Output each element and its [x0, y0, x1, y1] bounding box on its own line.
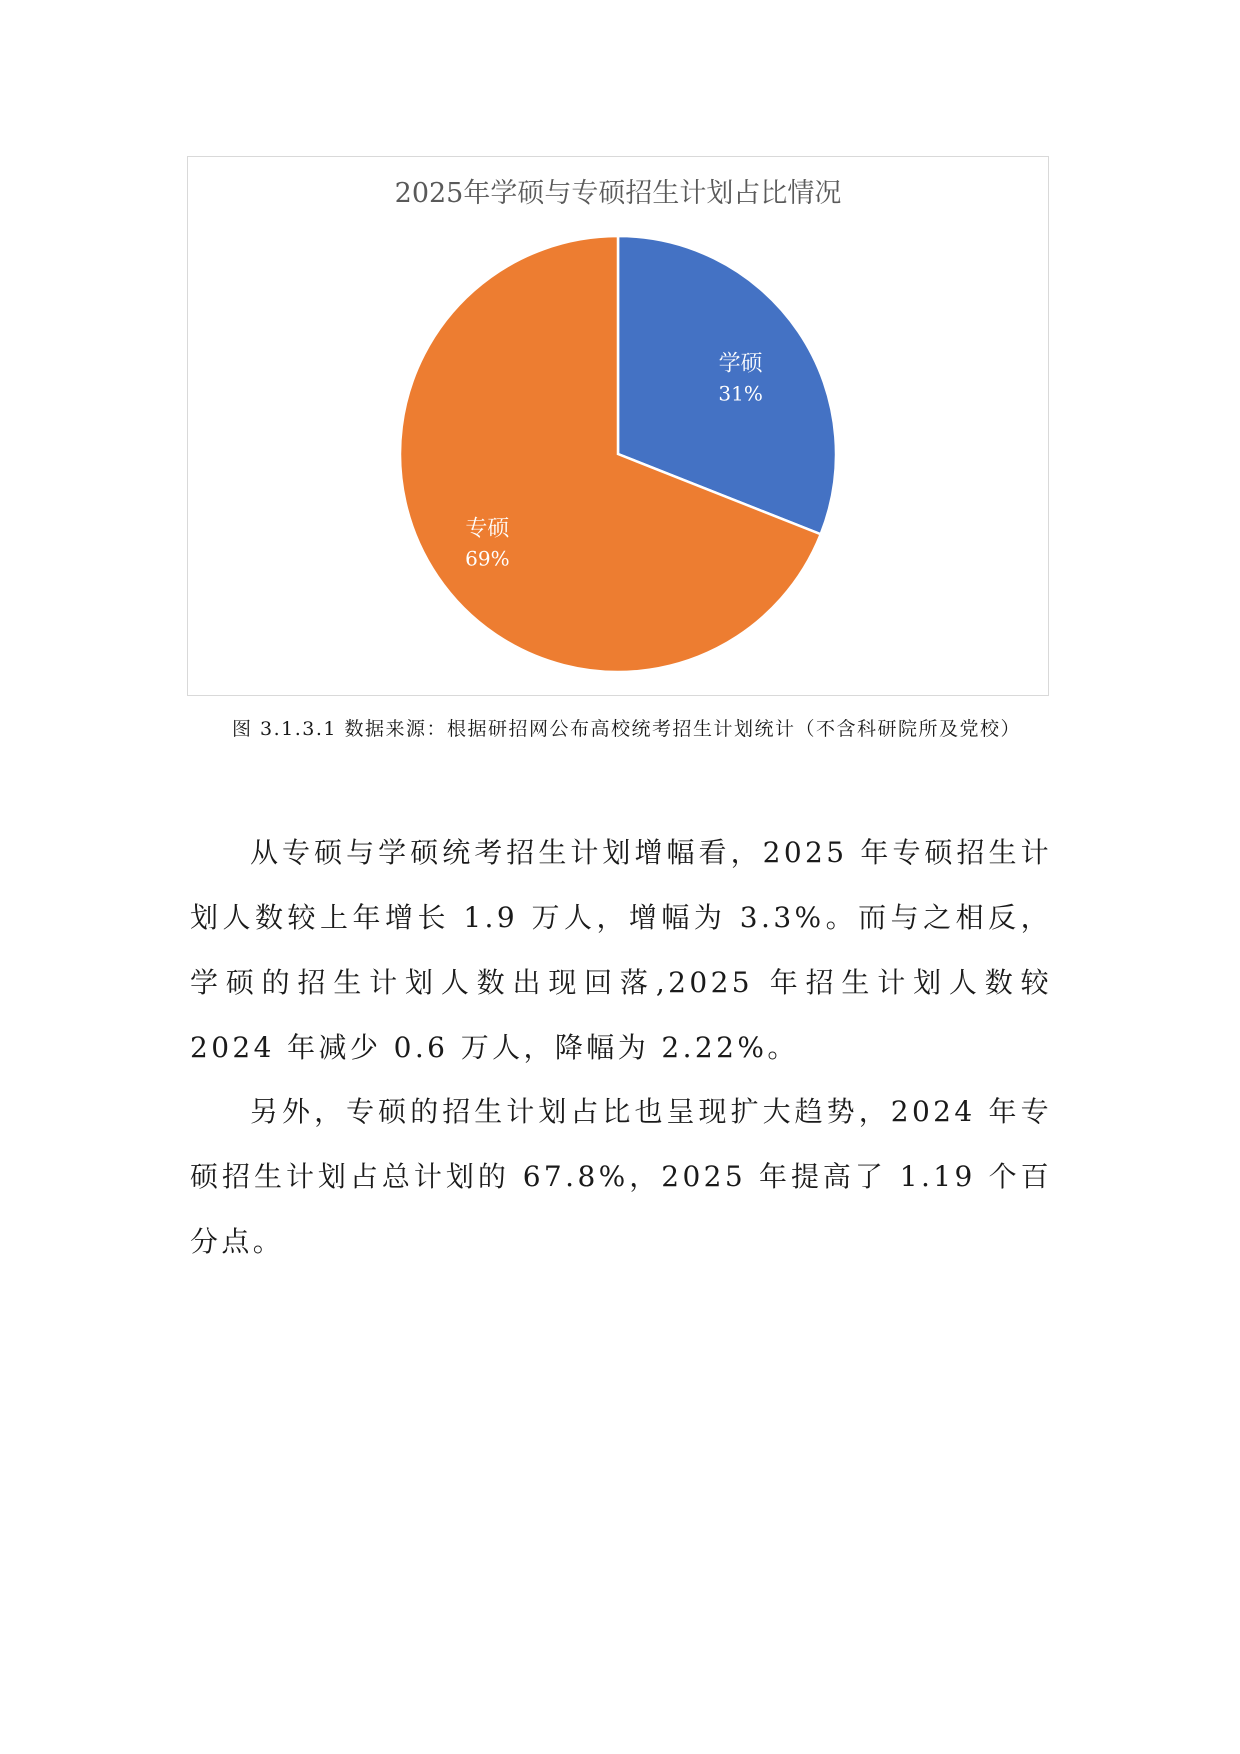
pie-chart-container [187, 156, 1049, 696]
paragraph-share-trend: 另外，专硕的招生计划占比也呈现扩大趋势，2024 年专硕招生计划占总计划的 67.8%，2025 年提高了 1.19 个百分点。 [190, 1095, 1052, 1258]
slice-label-name-academic: 学硕 [718, 351, 763, 377]
slice-label-percent-academic: 31% [718, 381, 763, 406]
paragraph-growth: 从专硕与学硕统考招生计划增幅看，2025 年专硕招生计划人数较上年增长 1.9 万人，增幅为 3.3%。而与之相反，学硕的招生计划人数出现回落,2025 年招生计划人数较 2024 年减少 0.6 万人，降幅为 2.22%。 [190, 836, 1052, 1064]
chart-title: 2025年学硕与专硕招生计划占比情况 [394, 178, 842, 209]
slice-label-percent-professional: 69% [465, 546, 510, 571]
slice-label-name-professional: 专硕 [465, 516, 510, 542]
pie-chart [188, 157, 1048, 695]
figure-caption: 图 3.1.3.1 数据来源：根据研招网公布高校统考招生计划统计（不含科研院所及党校） [232, 718, 1022, 740]
